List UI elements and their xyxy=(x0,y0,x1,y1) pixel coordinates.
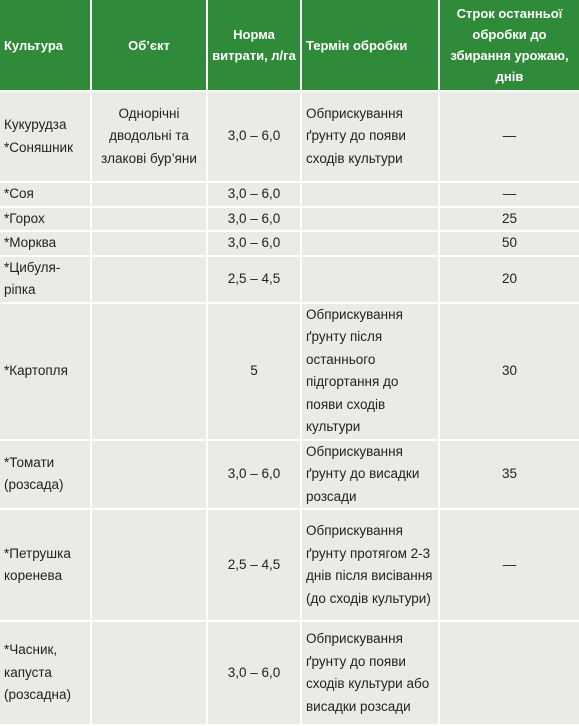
timing-cell xyxy=(302,183,440,208)
timing-cell: Обприскування ґрунту до появи сходів культури xyxy=(302,92,440,183)
rate-cell: 3,0 – 6,0 xyxy=(208,232,302,257)
days-cell: — xyxy=(440,92,579,183)
days-cell: — xyxy=(440,510,579,622)
header-object: Об’єкт xyxy=(92,0,208,92)
table-row xyxy=(0,510,579,622)
object-cell xyxy=(92,183,208,208)
object-cell: Однорічні дводольні та злакові бур’яни xyxy=(92,92,208,183)
days-cell: — xyxy=(440,183,579,208)
days-cell: 50 xyxy=(440,232,579,257)
header-crop: Культура xyxy=(0,0,92,92)
crop-cell: Кукурудза *Соняшник xyxy=(0,92,92,183)
days-cell xyxy=(440,622,579,726)
rate-cell: 2,5 – 4,5 xyxy=(208,257,302,304)
crop-cell: *Петрушка коренева xyxy=(0,510,92,622)
header-timing: Термін обробки xyxy=(302,0,440,92)
object-cell xyxy=(92,257,208,304)
table-row xyxy=(0,183,579,208)
table-header-row xyxy=(0,0,579,92)
table-row xyxy=(0,622,579,726)
crop-cell: *Соя xyxy=(0,183,92,208)
object-cell xyxy=(92,232,208,257)
object-cell xyxy=(92,441,208,511)
rate-cell: 3,0 – 6,0 xyxy=(208,183,302,208)
rate-cell: 3,0 – 6,0 xyxy=(208,441,302,511)
header-rate: Норма витрати, л/га xyxy=(208,0,302,92)
table-row xyxy=(0,441,579,511)
days-cell: 30 xyxy=(440,304,579,441)
object-cell xyxy=(92,510,208,622)
table-row xyxy=(0,92,579,183)
table-row xyxy=(0,304,579,441)
rate-cell: 2,5 – 4,5 xyxy=(208,510,302,622)
table-row xyxy=(0,208,579,233)
object-cell xyxy=(92,622,208,726)
crop-cell: *Часник, капуста (розсадна) xyxy=(0,622,92,726)
days-cell: 20 xyxy=(440,257,579,304)
rate-cell: 3,0 – 6,0 xyxy=(208,208,302,233)
rate-cell: 5 xyxy=(208,304,302,441)
rate-cell: 3,0 – 6,0 xyxy=(208,92,302,183)
days-cell: 25 xyxy=(440,208,579,233)
timing-cell xyxy=(302,232,440,257)
table-row xyxy=(0,232,579,257)
object-cell xyxy=(92,304,208,441)
crop-cell: *Томати (розсада) xyxy=(0,441,92,511)
timing-cell: Обприскування ґрунту до висадки розсади xyxy=(302,441,440,511)
crop-cell: *Цибуля- ріпка xyxy=(0,257,92,304)
rate-cell: 3,0 – 6,0 xyxy=(208,622,302,726)
crop-cell: *Морква xyxy=(0,232,92,257)
timing-cell xyxy=(302,257,440,304)
timing-cell xyxy=(302,208,440,233)
crop-cell: *Горох xyxy=(0,208,92,233)
crop-cell: *Картопля xyxy=(0,304,92,441)
object-cell xyxy=(92,208,208,233)
header-days-before-harvest: Строк останньої обробки до збирання урожаю, днів xyxy=(440,0,579,92)
days-cell: 35 xyxy=(440,441,579,511)
timing-cell: Обприскування ґрунту до появи сходів культури або висадки розсади xyxy=(302,622,440,726)
timing-cell: Обприскування ґрунту протягом 2-3 днів після висівання (до сходів культури) xyxy=(302,510,440,622)
timing-cell: Обприскування ґрунту після останнього підгортання до появи сходів культури xyxy=(302,304,440,441)
table-row xyxy=(0,257,579,304)
